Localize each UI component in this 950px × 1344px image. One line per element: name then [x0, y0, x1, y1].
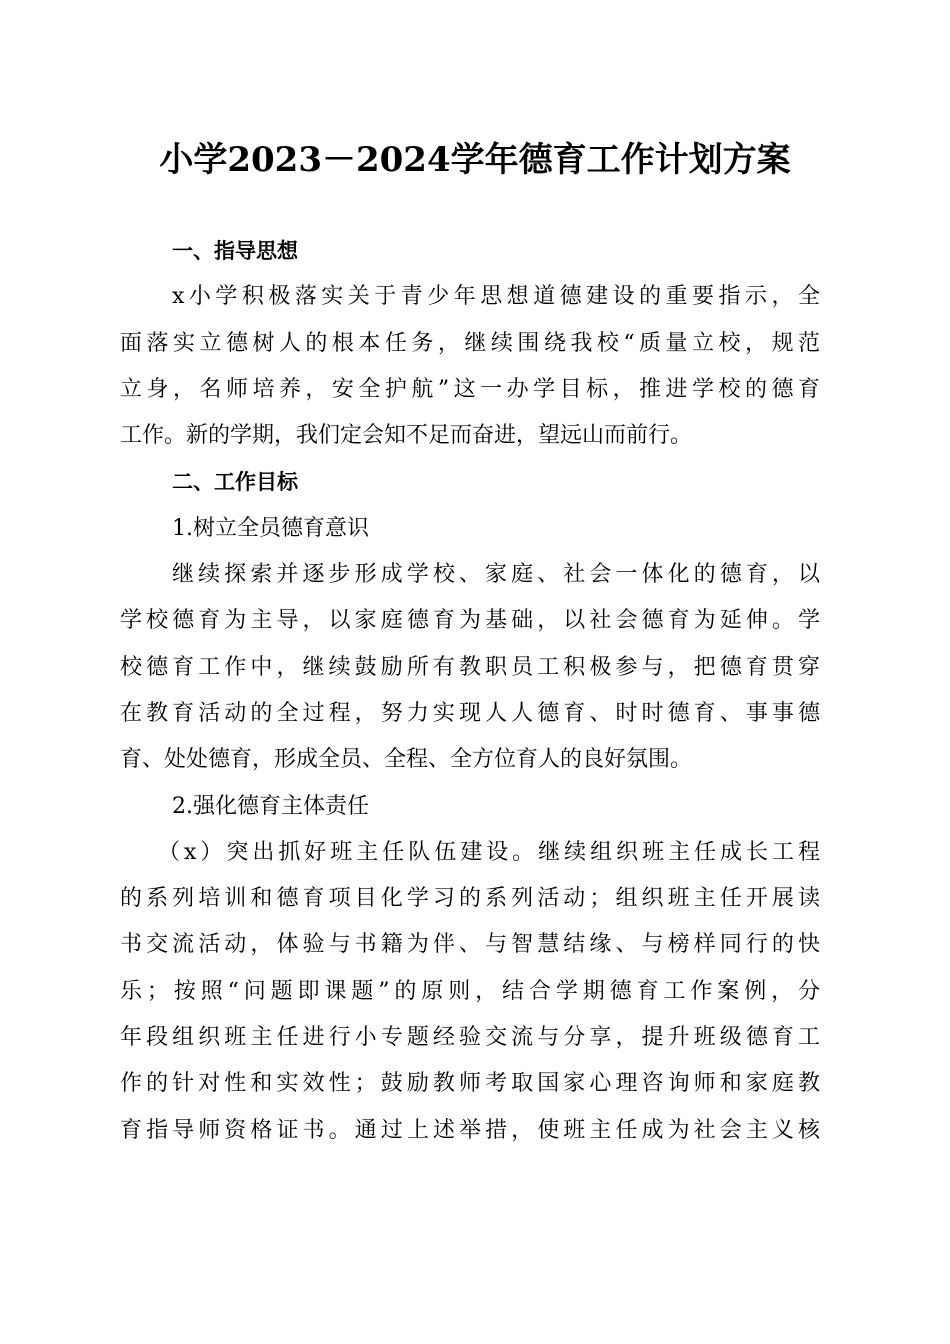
paragraph-line: 书交流活动，体验与书籍为伴、与智慧结缘、与榜样同行的快 [120, 932, 820, 958]
paragraph-line: 育、处处德育，形成全员、全程、全方位育人的良好氛围。 [120, 747, 693, 773]
paragraph-line: 面落实立德树人的根本任务，继续围绕我校“质量立校，规范 [120, 330, 820, 356]
paragraph-line: 学校德育为主导，以家庭德育为基础，以社会德育为延伸。学 [120, 608, 820, 634]
paragraph-line: 作的针对性和实效性；鼓励教师考取国家心理咨询师和家庭教 [120, 1071, 820, 1097]
subheading-moral-awareness: 1.树立全员德育意识 [172, 515, 369, 541]
paragraph-line: 校德育工作中，继续鼓励所有教职员工积极参与，把德育贯穿 [120, 654, 820, 680]
paragraph-line: 年段组织班主任进行小专题经验交流与分享，提升班级德育工 [120, 1025, 820, 1051]
subheading-main-responsibility: 2.强化德育主体责任 [172, 793, 369, 819]
paragraph-line: 立身，名师培养，安全护航”这一办学目标，推进学校的德育 [120, 376, 820, 402]
paragraph-line: x小学积极落实关于青少年思想道德建设的重要指示，全 [172, 284, 820, 310]
paragraph-line: 育指导师资格证书。通过上述举措，使班主任成为社会主义核 [120, 1117, 820, 1143]
paragraph-line: （x）突出抓好班主任队伍建设。继续组织班主任成长工程 [158, 839, 820, 865]
paragraph-line: 在教育活动的全过程，努力实现人人德育、时时德育、事事德 [120, 700, 820, 726]
paragraph-line: 工作。新的学期，我们定会知不足而奋进，望远山而前行。 [120, 423, 693, 449]
paragraph-line: 继续探索并逐步形成学校、家庭、社会一体化的德育，以 [172, 562, 820, 588]
paragraph-line: 的系列培训和德育项目化学习的系列活动；组织班主任开展读 [120, 886, 820, 912]
document-body [120, 228, 820, 1154]
section-heading-work-goals: 二、工作目标 [172, 470, 298, 495]
paragraph-line: 乐；按照“问题即课题”的原则，结合学期德育工作案例，分 [120, 978, 820, 1004]
page-title: 小学2023－2024学年德育工作计划方案 [159, 140, 791, 180]
section-heading-guiding-ideology: 一、指导思想 [172, 239, 298, 263]
